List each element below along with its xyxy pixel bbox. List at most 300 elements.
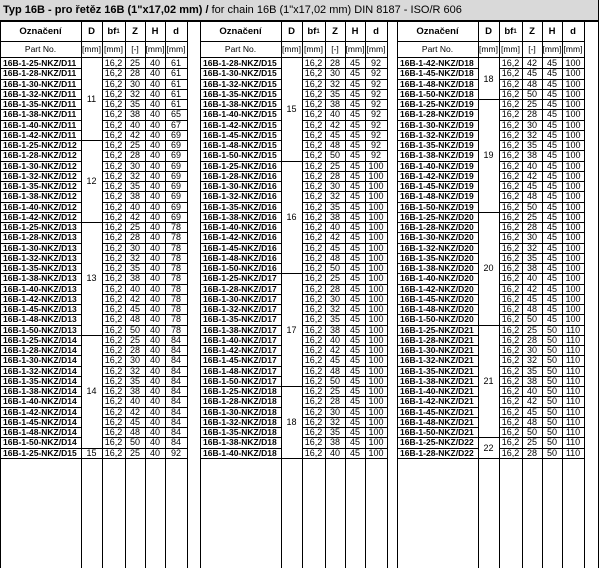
d-value: 84 — [170, 355, 181, 366]
part-number: 16B-1-30-NKZ/D12 — [3, 160, 77, 171]
part-number: 16B-1-48-NKZ/D20 — [400, 304, 474, 315]
z-value: 40 — [129, 201, 140, 212]
part-number: 16B-1-48-NKZ/D15 — [203, 140, 277, 151]
part-number: 16B-1-38-NKZ/D13 — [3, 273, 77, 284]
z-value: 35 — [129, 99, 140, 110]
part-number: 16B-1-28-NKZ/D14 — [3, 345, 77, 356]
bf1-value: 16,2 — [104, 150, 123, 161]
col-unit-z: [-] — [331, 44, 339, 54]
d-value: 100 — [565, 304, 581, 315]
part-number: 16B-1-48-NKZ/D13 — [3, 314, 77, 325]
z-value: 50 — [329, 375, 340, 386]
bf1-value: 16,2 — [104, 211, 123, 222]
bf1-value: 16,2 — [104, 263, 123, 274]
z-value: 38 — [129, 273, 140, 284]
part-number: 16B-1-50-NKZ/D15 — [203, 150, 277, 161]
bf1-value: 16,2 — [501, 427, 520, 438]
h-value: 50 — [546, 375, 557, 386]
z-value: 32 — [329, 416, 340, 427]
bf1-value: 16,2 — [304, 140, 323, 151]
bf1-value: 16,2 — [304, 129, 323, 140]
z-value: 32 — [129, 170, 140, 181]
z-value: 40 — [129, 119, 140, 130]
col-unit-z: [-] — [528, 44, 536, 54]
part-number: 16B-1-28-NKZ/D15 — [203, 58, 277, 69]
z-value: 25 — [526, 324, 537, 335]
h-value: 45 — [546, 242, 557, 253]
h-value: 40 — [149, 252, 160, 263]
part-number: 16B-1-25-NKZ/D15 — [3, 447, 77, 458]
z-value: 28 — [526, 447, 537, 458]
z-value: 38 — [526, 150, 537, 161]
part-number: 16B-1-28-NKZ/D11 — [3, 68, 77, 79]
bf1-value: 16,2 — [104, 252, 123, 263]
part-number: 16B-1-30-NKZ/D20 — [400, 232, 474, 243]
h-value: 50 — [546, 416, 557, 427]
bf1-value: 16,2 — [501, 222, 520, 233]
z-value: 30 — [329, 68, 340, 79]
bf-subscript: 1 — [316, 28, 320, 35]
d-value: 100 — [368, 365, 384, 376]
bf1-value: 16,2 — [104, 68, 123, 79]
d-value: 100 — [368, 242, 384, 253]
h-value: 45 — [546, 201, 557, 212]
z-value: 48 — [329, 252, 340, 263]
h-value: 40 — [149, 334, 160, 345]
h-value: 45 — [546, 211, 557, 222]
h-value: 45 — [349, 88, 360, 99]
part-number: 16B-1-30-NKZ/D18 — [203, 406, 277, 417]
z-value: 38 — [329, 211, 340, 222]
part-number: 16B-1-45-NKZ/D20 — [400, 293, 474, 304]
bf1-value: 16,2 — [304, 273, 323, 284]
z-value: 42 — [129, 406, 140, 417]
bf1-value: 16,2 — [501, 140, 520, 151]
bf1-value: 16,2 — [104, 427, 123, 438]
d-value: 100 — [368, 396, 384, 407]
part-number: 16B-1-42-NKZ/D19 — [400, 170, 474, 181]
bf1-value: 16,2 — [501, 201, 520, 212]
group-diameter: 11 — [86, 94, 97, 104]
z-value: 38 — [329, 437, 340, 448]
h-value: 40 — [149, 345, 160, 356]
z-value: 25 — [129, 58, 140, 69]
part-number: 16B-1-42-NKZ/D12 — [3, 211, 77, 222]
d-value: 100 — [368, 355, 384, 366]
bf1-value: 16,2 — [104, 345, 123, 356]
z-value: 42 — [526, 58, 537, 69]
z-value: 42 — [329, 345, 340, 356]
bf1-value: 16,2 — [304, 150, 323, 161]
d-value: 100 — [368, 293, 384, 304]
bf1-value: 16,2 — [104, 201, 123, 212]
d-value: 84 — [170, 365, 181, 376]
h-value: 45 — [349, 365, 360, 376]
z-value: 40 — [526, 273, 537, 284]
part-number: 16B-1-38-NKZ/D16 — [203, 211, 277, 222]
z-value: 25 — [526, 99, 537, 110]
group-diameter: 17 — [286, 324, 297, 335]
col-header-h: H — [151, 26, 159, 37]
z-value: 40 — [329, 334, 340, 345]
d-value: 100 — [368, 386, 384, 397]
d-value: 78 — [170, 293, 181, 304]
h-value: 45 — [349, 314, 360, 325]
h-value: 40 — [149, 365, 160, 376]
z-value: 40 — [526, 386, 537, 397]
d-value: 100 — [565, 99, 581, 110]
z-value: 25 — [329, 386, 340, 397]
h-value: 40 — [149, 232, 160, 243]
h-value: 45 — [546, 109, 557, 120]
bf1-value: 16,2 — [104, 181, 123, 192]
group-diameter: 22 — [483, 442, 494, 453]
z-value: 35 — [129, 263, 140, 274]
part-number: 16B-1-42-NKZ/D20 — [400, 283, 474, 294]
h-value: 45 — [349, 211, 360, 222]
d-value: 110 — [565, 427, 581, 438]
d-value: 67 — [170, 119, 181, 130]
bf1-value: 16,2 — [304, 211, 323, 222]
z-value: 32 — [129, 365, 140, 376]
part-number: 16B-1-32-NKZ/D21 — [400, 355, 474, 366]
col-unit-part: Part No. — [421, 44, 454, 54]
d-value: 84 — [170, 334, 181, 345]
part-number: 16B-1-35-NKZ/D20 — [400, 252, 474, 263]
part-number: 16B-1-45-NKZ/D19 — [400, 181, 474, 192]
d-value: 92 — [170, 447, 181, 458]
z-value: 38 — [329, 324, 340, 335]
part-number: 16B-1-42-NKZ/D11 — [3, 129, 77, 140]
bf1-value: 16,2 — [501, 283, 520, 294]
d-value: 100 — [368, 160, 384, 171]
z-value: 48 — [526, 304, 537, 315]
z-value: 35 — [526, 252, 537, 263]
d-value: 100 — [565, 150, 581, 161]
part-number: 16B-1-25-NKZ/D17 — [203, 273, 277, 284]
d-value: 92 — [370, 140, 381, 151]
group-diameter: 15 — [286, 104, 297, 115]
bf1-value: 16,2 — [304, 416, 323, 427]
bf1-value: 16,2 — [304, 191, 323, 202]
h-value: 40 — [149, 129, 160, 140]
z-value: 28 — [129, 68, 140, 79]
bf1-value: 16,2 — [104, 293, 123, 304]
z-value: 45 — [129, 416, 140, 427]
bf1-value: 16,2 — [304, 427, 323, 438]
col-header-z: Z — [529, 26, 535, 37]
h-value: 40 — [149, 447, 160, 458]
d-value: 110 — [565, 334, 581, 345]
part-number: 16B-1-32-NKZ/D14 — [3, 365, 77, 376]
z-value: 38 — [329, 99, 340, 110]
part-number: 16B-1-25-NKZ/D22 — [400, 437, 474, 448]
h-value: 50 — [546, 437, 557, 448]
part-number: 16B-1-38-NKZ/D20 — [400, 263, 474, 274]
h-value: 45 — [349, 427, 360, 438]
bf1-value: 16,2 — [104, 375, 123, 386]
h-value: 40 — [149, 406, 160, 417]
bf1-value: 16,2 — [304, 58, 323, 69]
h-value: 40 — [149, 437, 160, 448]
h-value: 45 — [349, 263, 360, 274]
z-value: 25 — [329, 273, 340, 284]
col-header-h: H — [351, 26, 359, 37]
h-value: 45 — [546, 58, 557, 69]
h-value: 45 — [546, 222, 557, 233]
h-value: 40 — [149, 201, 160, 212]
d-value: 100 — [368, 314, 384, 325]
part-number: 16B-1-42-NKZ/D14 — [3, 406, 77, 417]
bf1-value: 16,2 — [304, 181, 323, 192]
d-value: 92 — [370, 88, 381, 99]
part-number: 16B-1-38-NKZ/D18 — [203, 437, 277, 448]
z-value: 35 — [526, 140, 537, 151]
part-number: 16B-1-30-NKZ/D11 — [3, 78, 77, 89]
part-number: 16B-1-30-NKZ/D19 — [400, 119, 474, 130]
part-number: 16B-1-38-NKZ/D21 — [400, 375, 474, 386]
bf1-value: 16,2 — [501, 375, 520, 386]
part-number: 16B-1-30-NKZ/D17 — [203, 293, 277, 304]
z-value: 30 — [329, 293, 340, 304]
d-value: 78 — [170, 242, 181, 253]
bf1-value: 16,2 — [304, 396, 323, 407]
z-value: 35 — [329, 314, 340, 325]
d-value: 100 — [565, 222, 581, 233]
d-value: 61 — [170, 99, 181, 110]
part-number: 16B-1-32-NKZ/D16 — [203, 191, 277, 202]
h-value: 50 — [546, 386, 557, 397]
bf1-value: 16,2 — [104, 386, 123, 397]
part-number: 16B-1-25-NKZ/D20 — [400, 211, 474, 222]
z-value: 32 — [329, 304, 340, 315]
d-value: 100 — [565, 211, 581, 222]
col-unit-part: Part No. — [224, 44, 257, 54]
bf1-value: 16,2 — [501, 150, 520, 161]
d-value: 84 — [170, 396, 181, 407]
bf1-value: 16,2 — [304, 222, 323, 233]
bf1-value: 16,2 — [501, 78, 520, 89]
bf1-value: 16,2 — [304, 88, 323, 99]
h-value: 45 — [546, 283, 557, 294]
part-number: 16B-1-25-NKZ/D12 — [3, 140, 77, 151]
h-value: 40 — [149, 314, 160, 325]
bf1-value: 16,2 — [304, 386, 323, 397]
part-number: 16B-1-25-NKZ/D14 — [3, 334, 77, 345]
h-value: 45 — [546, 191, 557, 202]
z-value: 28 — [129, 150, 140, 161]
col-header-d: d — [570, 26, 576, 37]
col-header-d: d — [373, 26, 379, 37]
h-value: 45 — [349, 170, 360, 181]
bf1-value: 16,2 — [501, 406, 520, 417]
d-value: 110 — [565, 324, 581, 335]
h-value: 45 — [546, 252, 557, 263]
z-value: 25 — [329, 160, 340, 171]
z-value: 30 — [329, 406, 340, 417]
z-value: 32 — [129, 252, 140, 263]
part-number: 16B-1-42-NKZ/D13 — [3, 293, 77, 304]
bf1-value: 16,2 — [104, 437, 123, 448]
bf1-value: 16,2 — [304, 345, 323, 356]
bf1-value: 16,2 — [104, 170, 123, 181]
bf1-value: 16,2 — [104, 88, 123, 99]
d-value: 92 — [370, 150, 381, 161]
part-number: 16B-1-28-NKZ/D17 — [203, 283, 277, 294]
h-value: 45 — [349, 150, 360, 161]
z-value: 45 — [129, 304, 140, 315]
z-value: 38 — [526, 263, 537, 274]
bf1-value: 16,2 — [104, 242, 123, 253]
bf1-value: 16,2 — [104, 283, 123, 294]
h-value: 40 — [149, 355, 160, 366]
part-number: 16B-1-40-NKZ/D15 — [203, 109, 277, 120]
h-value: 45 — [349, 252, 360, 263]
bf1-value: 16,2 — [104, 273, 123, 284]
d-value: 100 — [368, 191, 384, 202]
part-number: 16B-1-32-NKZ/D20 — [400, 242, 474, 253]
part-number: 16B-1-48-NKZ/D17 — [203, 365, 277, 376]
z-value: 40 — [129, 283, 140, 294]
z-value: 50 — [526, 314, 537, 325]
part-number: 16B-1-45-NKZ/D14 — [3, 416, 77, 427]
d-value: 100 — [565, 129, 581, 140]
h-value: 40 — [149, 416, 160, 427]
h-value: 45 — [546, 181, 557, 192]
part-number: 16B-1-40-NKZ/D19 — [400, 160, 474, 171]
z-value: 25 — [129, 222, 140, 233]
z-value: 48 — [526, 416, 537, 427]
part-number: 16B-1-28-NKZ/D21 — [400, 334, 474, 345]
bf1-value: 16,2 — [304, 263, 323, 274]
z-value: 30 — [526, 345, 537, 356]
part-number: 16B-1-50-NKZ/D19 — [400, 201, 474, 212]
d-value: 100 — [368, 345, 384, 356]
bf1-value: 16,2 — [304, 324, 323, 335]
z-value: 28 — [329, 283, 340, 294]
d-value: 69 — [170, 140, 181, 151]
bf1-value: 16,2 — [501, 324, 520, 335]
part-number: 16B-1-25-NKZ/D11 — [3, 58, 77, 69]
d-value: 84 — [170, 406, 181, 417]
h-value: 40 — [149, 99, 160, 110]
h-value: 45 — [546, 140, 557, 151]
part-number: 16B-1-50-NKZ/D21 — [400, 427, 474, 438]
bf1-value: 16,2 — [501, 314, 520, 325]
bf1-value: 16,2 — [501, 109, 520, 120]
bf-label: bf — [307, 26, 317, 37]
part-number: 16B-1-48-NKZ/D16 — [203, 252, 277, 263]
d-value: 100 — [368, 334, 384, 345]
bf1-value: 16,2 — [501, 88, 520, 99]
h-value: 45 — [546, 119, 557, 130]
z-value: 38 — [129, 191, 140, 202]
h-value: 45 — [349, 283, 360, 294]
d-value: 100 — [565, 88, 581, 99]
z-value: 28 — [329, 58, 340, 69]
h-value: 40 — [149, 181, 160, 192]
bf1-value: 16,2 — [501, 252, 520, 263]
z-value: 42 — [129, 293, 140, 304]
part-number: 16B-1-35-NKZ/D14 — [3, 375, 77, 386]
bf1-value: 16,2 — [304, 334, 323, 345]
part-number: 16B-1-32-NKZ/D15 — [203, 78, 277, 89]
h-value: 40 — [149, 283, 160, 294]
d-value: 92 — [370, 78, 381, 89]
part-number: 16B-1-35-NKZ/D17 — [203, 314, 277, 325]
col-header-d: d — [173, 26, 179, 37]
part-number: 16B-1-48-NKZ/D19 — [400, 191, 474, 202]
d-value: 110 — [565, 447, 581, 458]
h-value: 40 — [149, 191, 160, 202]
d-value: 110 — [565, 406, 581, 417]
part-number: 16B-1-42-NKZ/D17 — [203, 345, 277, 356]
col-unit-d: [mm] — [563, 44, 583, 54]
d-value: 110 — [565, 386, 581, 397]
h-value: 40 — [149, 119, 160, 130]
bf1-value: 16,2 — [304, 242, 323, 253]
h-value: 40 — [149, 222, 160, 233]
bf1-value: 16,2 — [104, 232, 123, 243]
z-value: 30 — [526, 119, 537, 130]
part-number: 16B-1-28-NKZ/D19 — [400, 109, 474, 120]
col-header-part: Označení — [219, 26, 262, 37]
h-value: 40 — [149, 386, 160, 397]
col-header-d: D — [485, 26, 492, 37]
part-number: 16B-1-28-NKZ/D20 — [400, 222, 474, 233]
col-unit-h: [mm] — [542, 44, 562, 54]
z-value: 42 — [329, 119, 340, 130]
h-value: 45 — [546, 304, 557, 315]
h-value: 40 — [149, 109, 160, 120]
z-value: 28 — [526, 109, 537, 120]
h-value: 45 — [349, 293, 360, 304]
z-value: 30 — [129, 355, 140, 366]
part-number: 16B-1-45-NKZ/D18 — [400, 68, 474, 79]
h-value: 40 — [149, 58, 160, 69]
d-value: 92 — [370, 68, 381, 79]
bf1-value: 16,2 — [304, 99, 323, 110]
bf1-value: 16,2 — [501, 232, 520, 243]
col-unit-z: [-] — [131, 44, 139, 54]
h-value: 45 — [546, 232, 557, 243]
d-value: 100 — [565, 191, 581, 202]
d-value: 92 — [370, 58, 381, 69]
z-value: 48 — [129, 314, 140, 325]
bf-subscript: 1 — [116, 28, 120, 35]
h-value: 45 — [349, 140, 360, 151]
z-value: 32 — [329, 78, 340, 89]
part-number: 16B-1-35-NKZ/D21 — [400, 365, 474, 376]
d-value: 84 — [170, 375, 181, 386]
h-value: 45 — [349, 129, 360, 140]
d-value: 78 — [170, 324, 181, 335]
part-number: 16B-1-28-NKZ/D13 — [3, 232, 77, 243]
bf1-value: 16,2 — [304, 160, 323, 171]
h-value: 50 — [546, 427, 557, 438]
part-number: 16B-1-45-NKZ/D15 — [203, 129, 277, 140]
part-number: 16B-1-50-NKZ/D20 — [400, 314, 474, 325]
bf1-value: 16,2 — [104, 109, 123, 120]
part-number: 16B-1-30-NKZ/D13 — [3, 242, 77, 253]
col-unit-part: Part No. — [24, 44, 57, 54]
h-value: 45 — [349, 119, 360, 130]
col-unit-d: [mm] — [166, 44, 186, 54]
part-number: 16B-1-48-NKZ/D21 — [400, 416, 474, 427]
bf1-value: 16,2 — [104, 191, 123, 202]
col-header-d: D — [88, 26, 95, 37]
part-number: 16B-1-40-NKZ/D16 — [203, 222, 277, 233]
